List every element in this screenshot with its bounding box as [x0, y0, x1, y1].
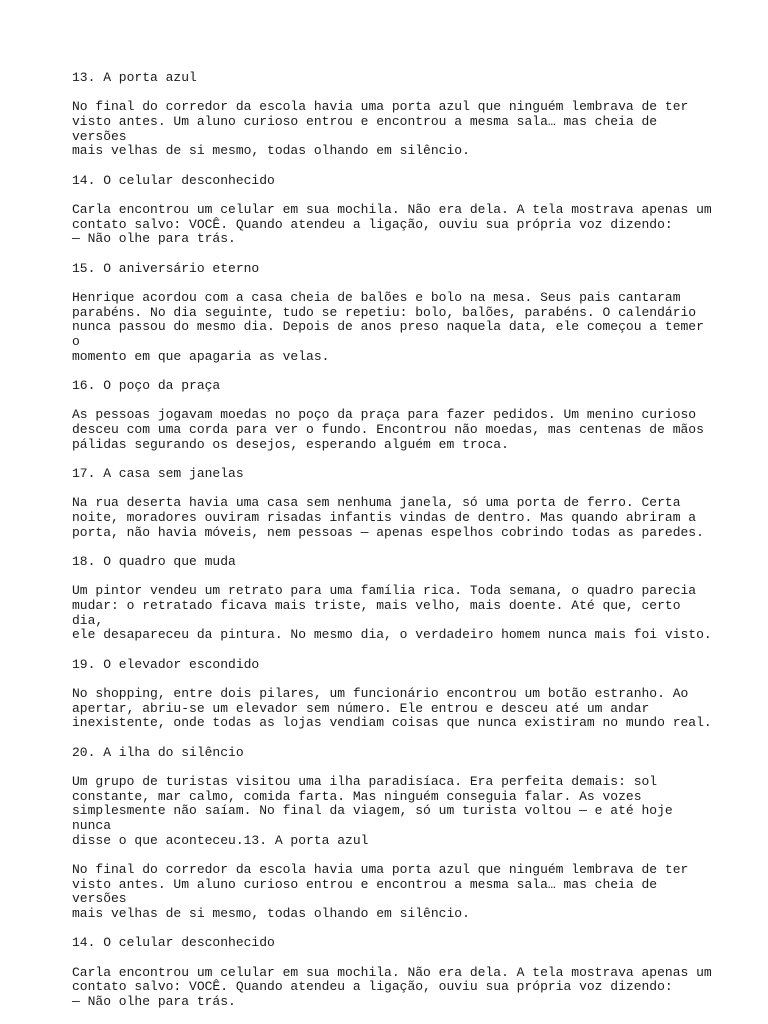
story-paragraph-16: As pessoas jogavam moedas no poço da praça para fazer pedidos. Um menino curioso desceu com uma corda para ver o fundo. Encontrou não moedas, mas centenas de mãos pálidas segurando os desejos, esperando alguém em troca. — [72, 407, 704, 452]
story-heading-14-repeat: 14. O celular desconhecido — [72, 935, 275, 951]
story-heading-13: 13. A porta azul — [72, 70, 197, 85]
story-paragraph-17: Na rua deserta havia uma casa sem nenhuma janela, só uma porta de ferro. Certa noite, moradores ouviram risadas infantis vindas de dentro. Mas quando abriram a porta, não havia móveis, nem pessoas — apenas espelhos cobrindo todas as paredes. — [72, 495, 704, 540]
story-paragraph-19: No shopping, entre dois pilares, um funcionário encontrou um botão estranho. Ao apertar, abriu-se um elevador sem número. Ele entrou e desceu até um andar inexistente, onde todas as lojas vendiam coisas que nunca existiram no mundo real. — [72, 686, 712, 731]
story-heading-18: 18. O quadro que muda — [72, 554, 236, 570]
story-paragraph-18: Um pintor vendeu um retrato para uma família rica. Toda semana, o quadro parecia mudar: o retratado ficava mais triste, mais velho, mais doente. Até que, certo dia, ele desapareceu da pintura. No mesmo dia, o verdadeiro homem nunca mais foi visto. — [72, 583, 712, 643]
document-page — [72, 71, 712, 1024]
story-paragraph-13: No final do corredor da escola havia uma porta azul que ninguém lembrava de ter visto antes. Um aluno curioso entrou e encontrou a mesma sala… mas cheia de versões mais velhas de si mesmo, todas olhando em silêncio. — [72, 99, 689, 159]
story-heading-16: 16. O poço da praça — [72, 378, 221, 394]
story-paragraph-13-repeat: No final do corredor da escola havia uma porta azul que ninguém lembrava de ter visto antes. Um aluno curioso entrou e encontrou a mesma sala… mas cheia de versões mais velhas de si mesmo, todas olhando em silêncio. — [72, 862, 689, 922]
story-heading-20: 20. A ilha do silêncio — [72, 744, 244, 760]
story-heading-15: 15. O aniversário eterno — [72, 260, 260, 276]
story-heading-17: 17. A casa sem janelas — [72, 466, 244, 482]
story-paragraph-14: Carla encontrou um celular em sua mochila. Não era dela. A tela mostrava apenas um contato salvo: VOCÊ. Quando atendeu a ligação, ouviu sua própria voz dizendo: — Não olhe para trás. — [72, 202, 712, 247]
story-paragraph-15: Henrique acordou com a casa cheia de balões e bolo na mesa. Seus pais cantaram parabéns. No dia seguinte, tudo se repetiu: bolo, balões, parabéns. O calendário nunca passou do mesmo dia. Depois de anos preso naquela data, ele começou a temer o momento em que apagaria as velas. — [72, 290, 704, 364]
story-heading-14: 14. O celular desconhecido — [72, 172, 275, 188]
story-heading-19: 19. O elevador escondido — [72, 656, 260, 672]
story-paragraph-14-repeat: Carla encontrou um celular em sua mochila. Não era dela. A tela mostrava apenas um contato salvo: VOCÊ. Quando atendeu a ligação, ouviu sua própria voz dizendo: — Não olhe para trás. — [72, 964, 712, 1010]
story-paragraph-20: Um grupo de turistas visitou uma ilha paradisíaca. Era perfeita demais: sol constante, mar calmo, comida farta. Mas ninguém conseguia falar. As vozes simplesmente não saíam. No final da viagem, só um turista voltou — e até hoje nunca disse o que aconteceu.13. A porta azul — [72, 774, 673, 848]
